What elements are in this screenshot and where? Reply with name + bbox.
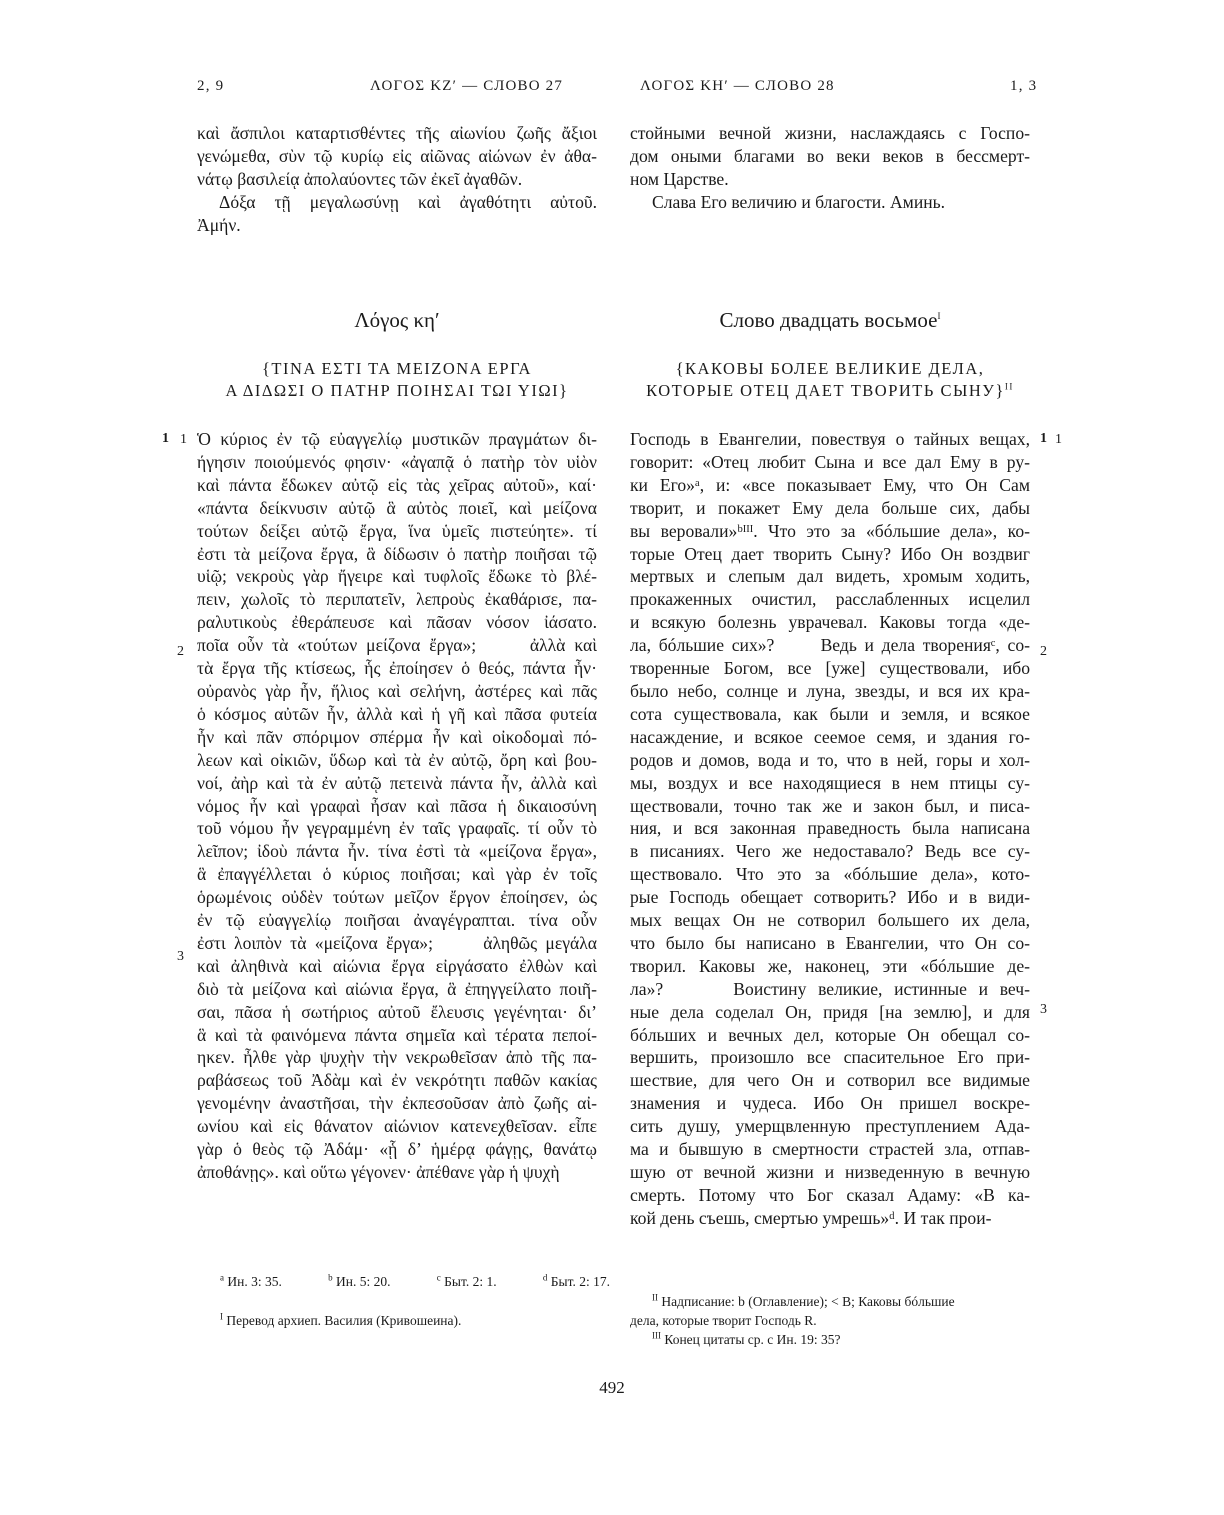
text-line: ществовало. Что это за «бóльшие дела», кото- [630, 864, 1030, 885]
text-line: σαι, πᾶσα ἡ σωτήριος αὐτοῦ ἔλευσις γεγένηται· δι’ [197, 1001, 597, 1022]
text-line: ἃ καὶ τὰ φαινόμενα πάντα σημεῖα καὶ τέρατα πεποί- [197, 1024, 597, 1045]
text-line: οὐρανὸς γὰρ ἦν, ἥλιος καὶ σελήνη, ἀστέρες καὶ πᾶς [197, 680, 597, 701]
text-line: Ὁ κύριος ἐν τῷ εὐαγγελίῳ μυστικῶν πραγμάτων δι- [197, 429, 597, 449]
right-section-number: 1 [1055, 432, 1062, 447]
text-line: шую от вечной жизни и низведенную в вечную [630, 1162, 1030, 1182]
inscription-footnote: $^{II}$ Надписание: b (Оглавление); < B; Каковы бóльшие дела, которые творит Господь R. $^{III}$ Конец цитаты ср. с Ин. 19: 35? [630, 1292, 955, 1347]
text-line: τοῦ νόμου ἦν γεγραμμένη ἐν ταῖς γραφαῖς. τί οὖν τὸ [197, 818, 597, 839]
text-line: λεων καὶ οἰκιῶν, ὕδωρ καὶ τὰ ἐν αὐτῷ, ὄρη καὶ βου- [197, 749, 597, 770]
text-line: ἀποθάνῃς». καὶ οὕτω γέγονεν· ἀπέθανε γὰρ ἡ ψυχὴ [197, 1162, 560, 1182]
text-line: «πάντα δείκνυσιν αὐτῷ ἃ αὐτὸς ποιεῖ, καὶ μείζονα [197, 497, 597, 518]
text-line: ἐστι λοιπὸν τὰ «μείζονα ἔργα»; ἀληθῶς μεγάλα [197, 932, 597, 953]
text-line: πειν, χωλοῖς τὸ περιπατεῖν, λεπροὺς ἐκαθάρισε, πα- [197, 589, 597, 610]
note-ref: I [937, 311, 941, 321]
text-line: ном Царстве. [630, 168, 729, 189]
russian-subtitle [630, 358, 1030, 402]
right-section-number: 3 [1040, 1002, 1047, 1017]
russian-body [630, 428, 1030, 1230]
text-line: γενώμεθα, σὺν τῷ κυρίῳ εἰς αἰῶνας αἰώνων ἐν ἀθα- [197, 145, 597, 166]
prev-russian-ending [630, 122, 1030, 214]
footnote: $^c$ Быт. 2: 1. [436, 1272, 497, 1289]
text-line: ἦν καὶ πᾶν σπόριμον σπέρμα ἦν καὶ οἰκοδομαὶ πό- [197, 726, 597, 747]
subtitle-line [630, 380, 1030, 402]
text-line: стойными вечной жизни, наслаждаясь с Госпо- [630, 123, 1030, 143]
text-line: бóльших и вечных дел, которые Он обещал со- [630, 1024, 1030, 1045]
left-running-title: ΛΟΓΟΣ ΚΖʹ — СЛОВО 27 [370, 78, 564, 94]
text-line: καὶ πάντα ἔδωκεν αὐτῷ εἰς τὰς χεῖρας αὐτοῦ», καί· [197, 474, 597, 495]
text-line: Господь в Евангелии, повествуя о тайных вещах, [630, 429, 1030, 449]
text-line: ἐν τῷ εὐαγγελίῳ ποιῆσαι ἀναγέγραπται. τίνα οὖν [197, 910, 597, 931]
text-line: и всякую болезнь уврачевал. Каковы тогда «де- [630, 612, 1030, 633]
text-line: насаждение, и всякое сеемое семя, и здания го- [630, 726, 1030, 747]
footnote: $^b$ Ин. 5: 20. [328, 1272, 391, 1289]
text-line: мых вещах Он не сотворил большего их дела, [630, 910, 1030, 931]
text-line: дом оными благами во веки веков в бессмерт- [630, 145, 1030, 166]
text-line: ποῖα οὖν τὰ «τούτων μείζονα ἔργα»; ἀλλὰ καὶ [197, 635, 597, 656]
text-line: рые Господь обещает сотворить? Ибо и в види- [630, 887, 1030, 908]
text-line: τὰ ἔργα τῆς κτίσεως, ἧς ἐποίησεν ὁ θεός, πάντα ἦν· [197, 658, 597, 679]
text-line: было небо, солнце и луна, звезды, и вся их кра- [630, 680, 1030, 701]
text-line: мертвых и слепым дал видеть, хромым ходить, [630, 566, 1030, 587]
text-line: знамения и чудеса. Ибо Он пришел воскре- [630, 1093, 1030, 1114]
subtitle-line: Α ΔΙΔΩΣΙ Ο ΠΑΤΗΡ ΠΟΙΗΣΑΙ ΤΩΙ ΥΙΩΙ} [225, 381, 569, 400]
text-line: ωνίου καὶ εἰς θάνατον αἰώνιον κατενεχθεῖσαν. εἶπε [197, 1116, 597, 1137]
text-line: υἱῷ; νεκροὺς γὰρ ἤγειρε καὶ τυφλοῖς ἔδωκε τὸ βλέ- [197, 566, 597, 587]
right-running-ref: 1, 3 [1010, 78, 1038, 94]
footnote: $^d$ Быт. 2: 17. [542, 1272, 610, 1289]
text-line: ἐστι τὰ μείζονα ἔργα, ἃ δίδωσιν ὁ πατὴρ ποιῆσαι τῷ [197, 543, 597, 564]
text-line: вершить, произошло все спасительное Его при- [630, 1047, 1030, 1068]
text-line: торые Отец дает творить Сыну? Ибо Он воздвиг [630, 543, 1030, 564]
russian-title [630, 308, 1030, 333]
left-section-number: 1 [180, 432, 187, 447]
subtitle-line: {КАКОВЫ БОЛЕЕ ВЕЛИКИЕ ДЕЛА, [675, 359, 985, 378]
text-line: сить душу, умерщвленную преступлением Ада- [630, 1116, 1030, 1137]
text-line: νάτῳ βασιλείᾳ ἀπολαύοντες τῶν ἐκεῖ ἀγαθῶν. [197, 168, 523, 189]
text-line: Ἀμήν. [197, 214, 241, 235]
text-line: γὰρ ὁ θεὸς τῷ Ἀδάμ· «ᾗ δ’ ἡμέρᾳ φάγῃς, θανάτῳ [197, 1139, 597, 1160]
text-line: ήγησιν ποιούμενός φησιν· «ἀγαπᾷ ὁ πατὴρ τὸν υἱὸν [197, 451, 597, 472]
text-line: ществовали, точно так же и закон был, и писа- [630, 795, 1030, 816]
text-line: νοί, ἀὴρ καὶ τὰ ἐν αὐτῷ πετεινὰ πάντα ἦν, ἀλλὰ καὶ [197, 772, 597, 793]
text-line: καὶ ἀληθινὰ καὶ αἰώνια ἔργα εἰργάσατο ἐλθὼν καὶ [197, 955, 597, 976]
text-line: родов и домов, вода и то, что в ней, горы и хол- [630, 749, 1030, 770]
text-line: в писаниях. Чего же недоставало? Ведь все су- [630, 841, 1030, 862]
text-line: ла»? Воистину великие, истинные и веч- [630, 978, 1030, 999]
text-line: καὶ ἄσπιλοι καταρτισθέντες τῆς αἰωνίου ζωῆς ἄξιοι [197, 123, 597, 143]
text-line: διὸ τὰ μείζονα καὶ αἰώνια ἔργα, ἃ ἐπηγγείλατο ποιῆ- [197, 978, 597, 999]
russian-title-text: Слово двадцать восьмое [719, 308, 938, 332]
text-line: γενομένην ἀναστῆσαι, τὴν ἐκπεσοῦσαν ἀπὸ ζωῆς αἰ- [197, 1093, 597, 1114]
text-line: νόμος ἦν καὶ γραφαὶ ἦσαν καὶ πᾶσα ἡ δικαιοσύνη [197, 795, 597, 816]
left-section-number: 2 [177, 644, 184, 659]
text-line: ραλυτικοὺς ἐθεράπευσε καὶ πᾶσαν νόσον ἰάσατο. [197, 612, 597, 633]
prev-greek-ending [197, 122, 597, 237]
subtitle-text: КОТОРЫЕ ОТЕЦ ДАЕТ ТВОРИТЬ СЫНУ} [646, 381, 1005, 400]
subtitle-line: {ΤΙΝΑ ΕΣΤΙ ΤΑ ΜΕΙΖΟΝΑ ΕΡΓΑ [262, 359, 532, 378]
text-line: ма и бывшую в смертности страстей зла, отпав- [630, 1139, 1030, 1160]
left-section-number: 3 [177, 949, 184, 964]
greek-title: Λόγος κηʹ [354, 308, 440, 332]
biblical-footnotes [220, 1272, 610, 1291]
text-line: говорит: «Отец любит Сына и все дал Ему в ру- [630, 451, 1030, 472]
text-line: вы веровали»ᵇᴵᴵᴵ. Что это за «бóльшие дела», ко- [630, 520, 1030, 541]
text-line: шествие, для чего Он и сотворил все видимые [630, 1070, 1030, 1091]
text-line: ηκεν. ἦλθε γὰρ ψυχὴν τὴν νεκρωθεῖσαν ἀπὸ τῆς πα- [197, 1047, 597, 1068]
text-line: сота существовала, как были и земля, и всякое [630, 703, 1030, 724]
text-line: ἃ ἐπαγγέλλεται ὁ κύριος ποιῆσαι; καὶ γὰρ ἐν τοῖς [197, 864, 597, 885]
right-chapter-number: 1 [1040, 431, 1047, 446]
text-line: прокаженных очистил, расслабленных исцелил [630, 589, 1030, 610]
left-running-ref: 2, 9 [197, 78, 225, 94]
doxology-line: Слава Его величию и благости. Аминь. [652, 191, 946, 212]
text-line: ραβάσεως τοῦ Ἀδὰμ καὶ ἐν νεκρότητι παθῶν κακίας [197, 1070, 597, 1091]
text-line: творит, и покажет Ему дела больше сих, дабы [630, 497, 1030, 518]
greek-subtitle [197, 358, 597, 402]
text-line: ὁ κόσμος αὐτῶν ἦν, ἀλλὰ καὶ ἡ γῆ καὶ πᾶσα φυτεία [197, 703, 597, 724]
text-line: ки Его»ᵃ, и: «все показывает Ему, что Он Сам [630, 474, 1030, 495]
text-line: творенные Богом, все [уже] существовали, ибо [630, 658, 1030, 679]
text-line: что было бы написано в Евангелии, что Он со- [630, 932, 1030, 953]
text-line: смерть. Потому что Бог сказал Адаму: «В ка- [630, 1184, 1030, 1205]
text-line: ὁρωμένοις οὐδὲν τούτων μεῖζον ἔργον ἐποίησεν, ὡς [197, 887, 597, 908]
greek-body [197, 428, 597, 1184]
left-chapter-number: 1 [162, 431, 169, 446]
right-section-number: 2 [1040, 644, 1047, 659]
text-line: ла, бóльшие сих»? Ведь и дела творенияᶜ, со- [630, 635, 1030, 656]
footnote: $^a$ Ин. 3: 35. [220, 1272, 282, 1289]
text-line: ния, и вся законная праведность была написана [630, 818, 1030, 839]
text-line: кой день съешь, смертью умрешь»ᵈ. И так прои- [630, 1207, 992, 1228]
text-line: λεῖπον; ἰδοὺ πάντα ἦν. τίνα ἐστὶ τὰ «μείζονα ἔργα», [197, 841, 597, 862]
text-line: творил. Каковы же, наконец, эти «бóльшие де- [630, 955, 1030, 976]
doxology-line: Δόξα τῇ μεγαλωσύνῃ καὶ ἀγαθότητι αὐτοῦ. [219, 191, 597, 212]
right-running-title: ΛΟΓΟΣ ΚΗʹ — СЛОВО 28 [640, 78, 835, 94]
translator-footnote: $^I$ Перевод архиеп. Василия (Кривошеина). [220, 1311, 462, 1328]
note-ref: II [1004, 381, 1014, 392]
page-number: 492 [599, 1378, 625, 1397]
text-line: мы, воздух и все находящиеся в нем птицы су- [630, 772, 1030, 793]
text-line: τούτων δείξει αὐτῷ ἔργα, ἵνα ὑμεῖς πιστεύητε». τί [197, 520, 597, 541]
text-line: ные дела соделал Он, придя [на землю], и для [630, 1001, 1030, 1022]
